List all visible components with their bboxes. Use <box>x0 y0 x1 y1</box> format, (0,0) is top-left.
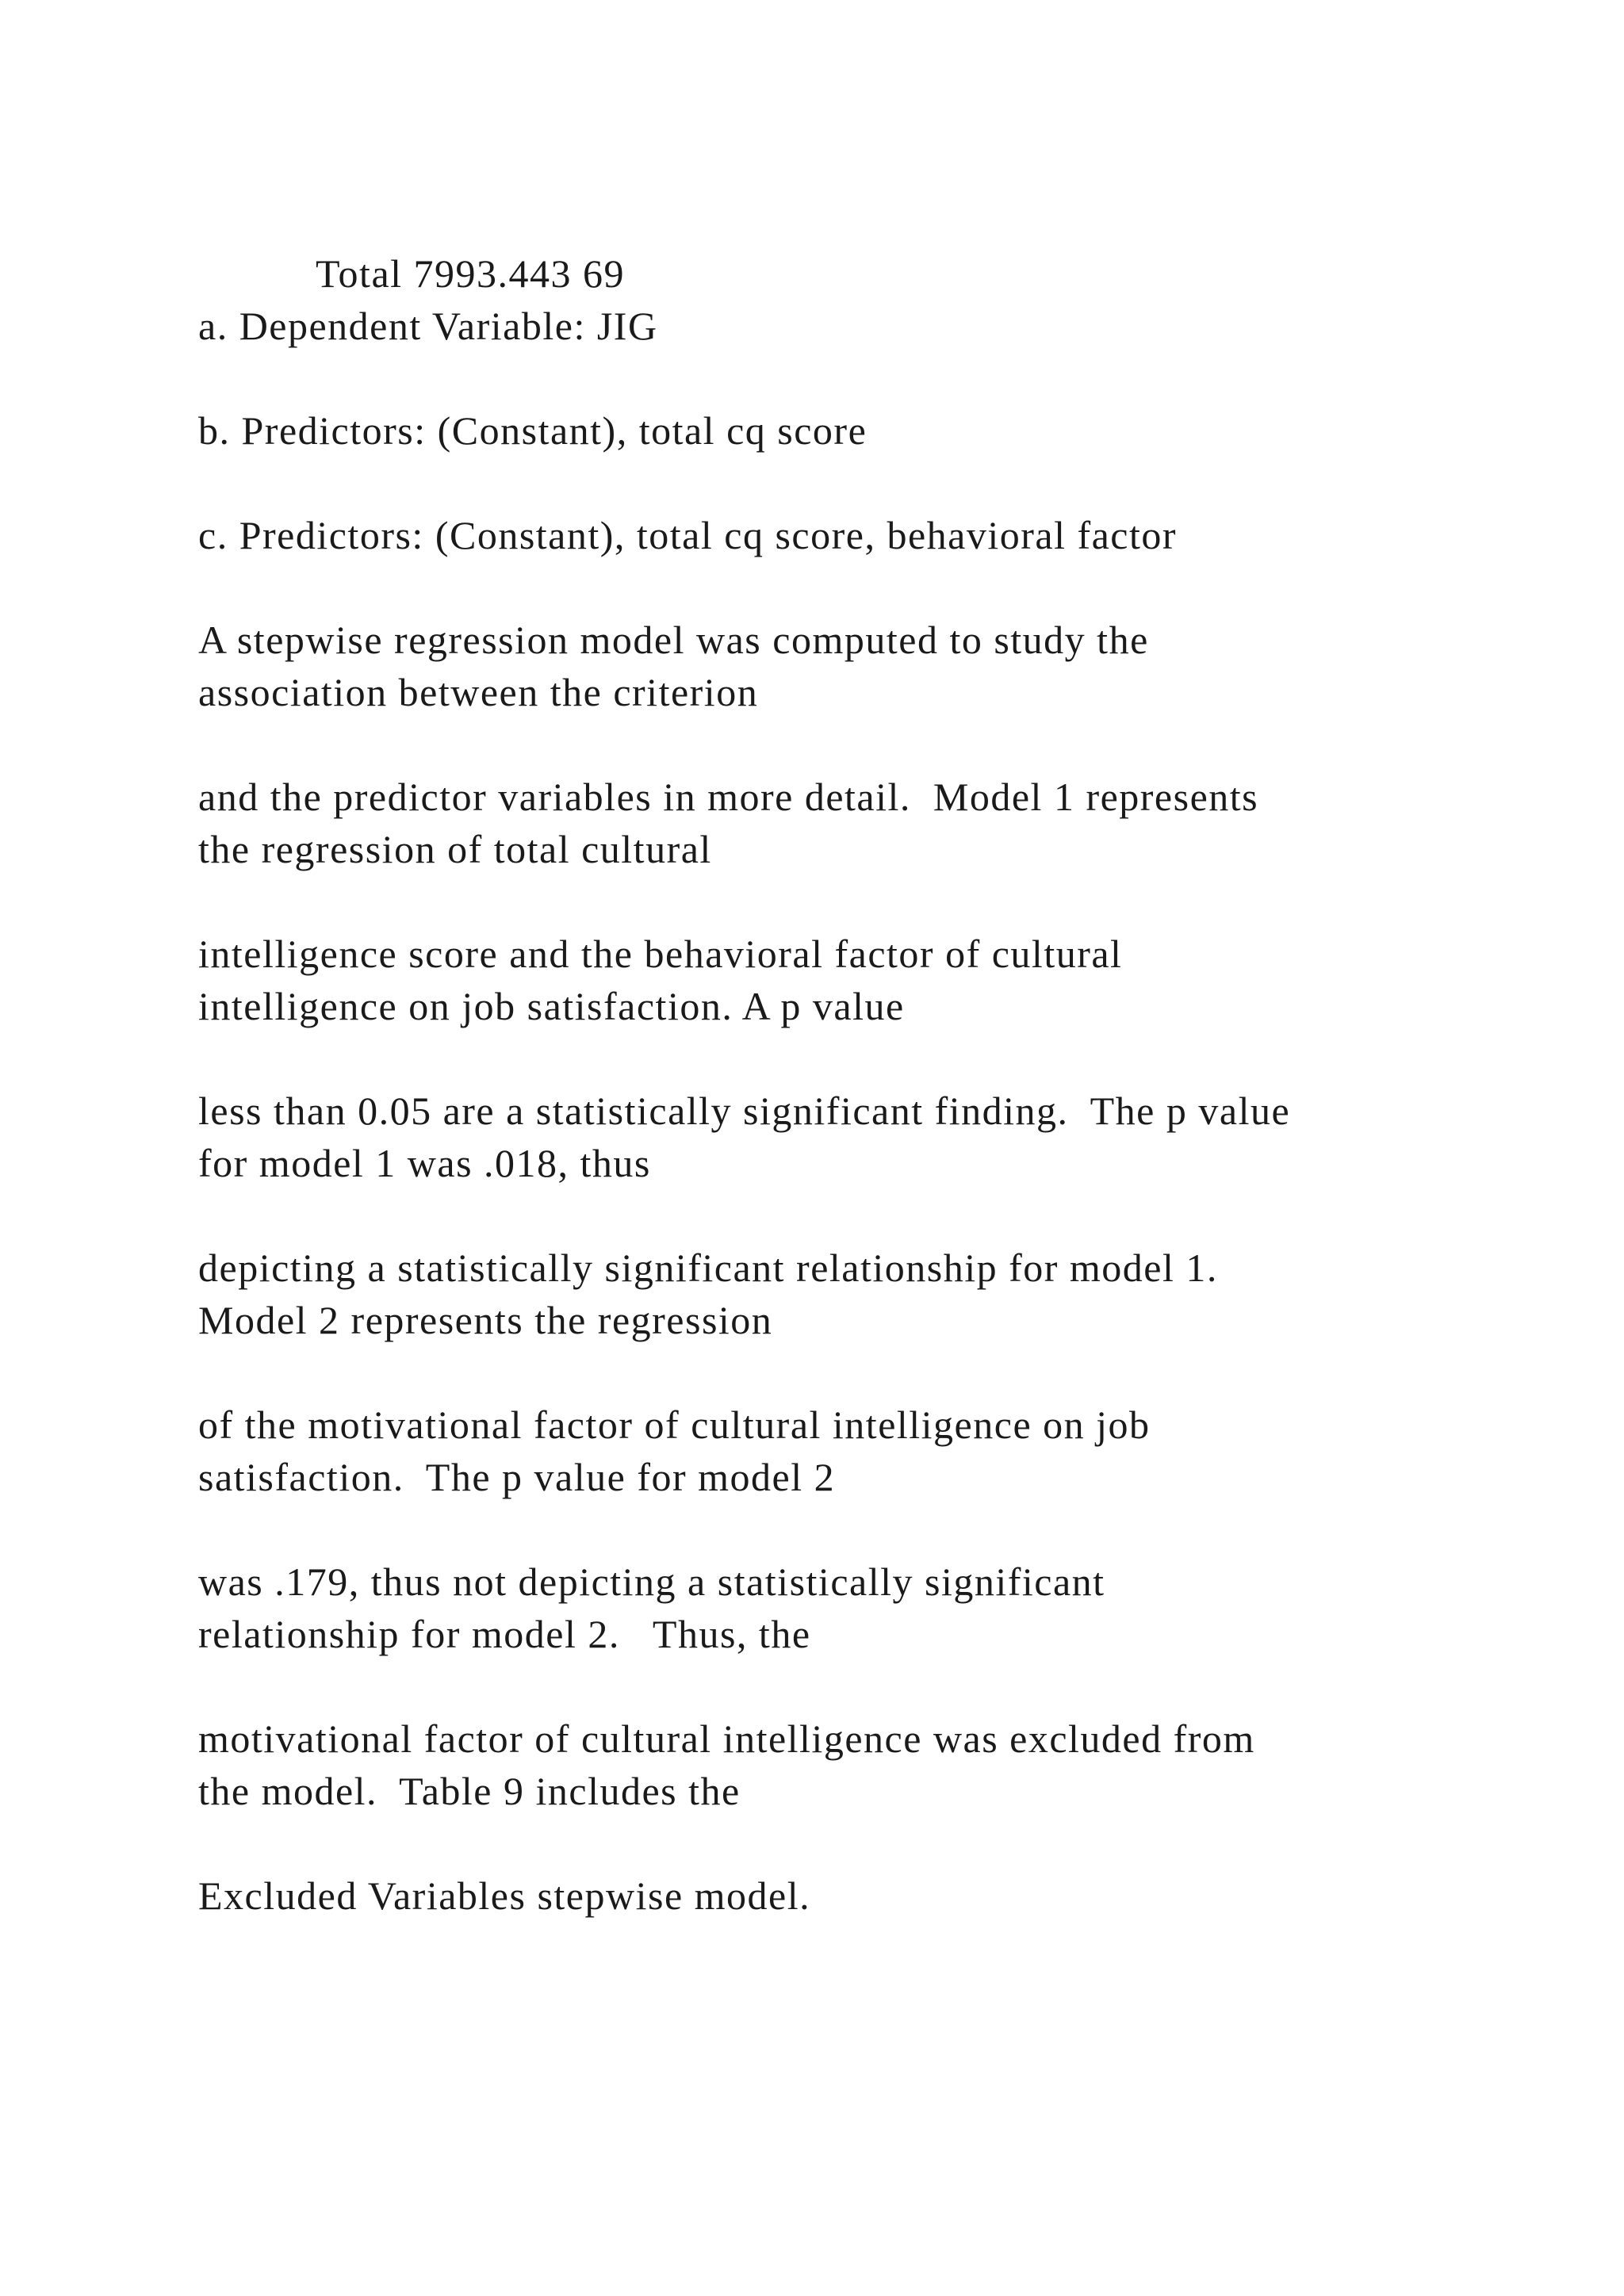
paragraph-line: of the motivational factor of cultural intelligence on job <box>198 1402 1151 1447</box>
paragraph-line: Model 2 represents the regression <box>198 1298 773 1342</box>
footnote-predictors-b: b. Predictors: (Constant), total cq score <box>198 408 868 453</box>
paragraph-line: satisfaction. The p value for model 2 <box>198 1455 836 1499</box>
paragraph-line: A stepwise regression model was computed to study the <box>198 618 1149 662</box>
paragraph-line: for model 1 was .018, thus <box>198 1141 651 1185</box>
paragraph-line: and the predictor variables in more detail. Model 1 represents <box>198 775 1259 819</box>
paragraph-line: intelligence score and the behavioral factor of cultural <box>198 932 1123 976</box>
paragraph-line: depicting a statistically significant relationship for model 1. <box>198 1246 1218 1290</box>
paragraph-line: association between the criterion <box>198 670 759 714</box>
paragraph-line: motivational factor of cultural intelligence was excluded from <box>198 1716 1255 1761</box>
footnote-predictors-c: c. Predictors: (Constant), total cq score, behavioral factor <box>198 513 1178 557</box>
footnote-dependent-variable: a. Dependent Variable: JIG <box>198 304 658 348</box>
paragraph-line: was .179, thus not depicting a statistically significant <box>198 1559 1105 1604</box>
table-total-line: Total 7993.443 69 <box>316 251 626 296</box>
paragraph-line: less than 0.05 are a statistically significant finding. The p value <box>198 1089 1291 1133</box>
paragraph-line: intelligence on job satisfaction. A p value <box>198 984 905 1028</box>
paragraph-line: relationship for model 2. Thus, the <box>198 1612 811 1656</box>
paragraph-line: the regression of total cultural <box>198 827 712 871</box>
paragraph-line: Excluded Variables stepwise model. <box>198 1873 811 1918</box>
paragraph-line: the model. Table 9 includes the <box>198 1769 741 1813</box>
